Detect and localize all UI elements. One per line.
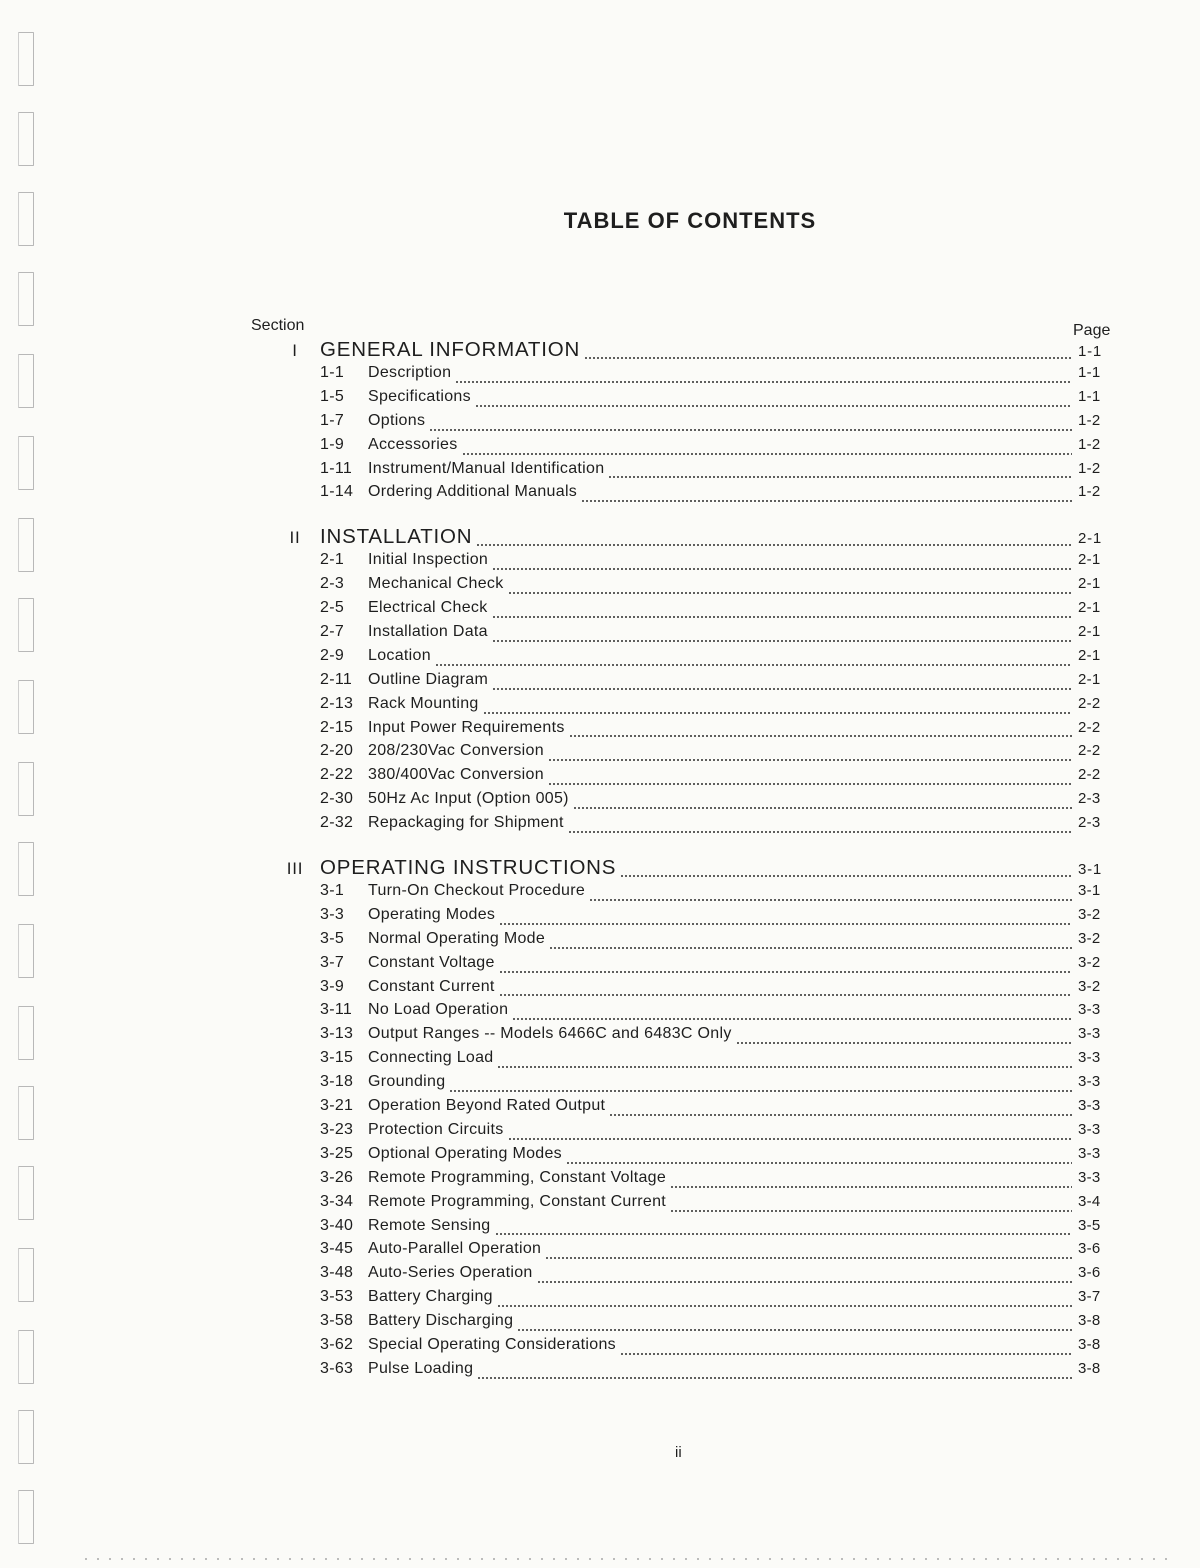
dot-leader: [492, 688, 1072, 690]
entry-label: Repackaging for Shipment: [368, 814, 564, 832]
dot-leader: [499, 994, 1072, 996]
paragraph-number: 3-13: [320, 1025, 354, 1043]
page-ref: 3-8: [1078, 1312, 1101, 1330]
page-ref: 3-2: [1078, 929, 1101, 947]
toc-entry[interactable]: [270, 1288, 1110, 1312]
entry-label: Mechanical Check: [368, 575, 504, 593]
binder-hole: [18, 1166, 34, 1220]
dot-leader: [549, 947, 1072, 949]
entry-label: Outline Diagram: [368, 670, 489, 688]
page-ref: 3-6: [1078, 1240, 1101, 1258]
page-ref: 2-2: [1078, 766, 1101, 784]
paragraph-number: 3-1: [320, 882, 345, 900]
toc-entry[interactable]: [270, 1193, 1110, 1217]
page-ref: 3-3: [1078, 1144, 1101, 1162]
page-ref: 1-2: [1078, 435, 1101, 453]
binder-hole: [18, 598, 34, 652]
toc-entry[interactable]: [270, 412, 1110, 436]
paragraph-number: 3-3: [320, 905, 345, 923]
paragraph-number: 3-15: [320, 1049, 354, 1067]
toc-entry[interactable]: [270, 483, 1110, 507]
dot-leader: [512, 1018, 1072, 1020]
entry-label: Turn-On Checkout Procedure: [368, 882, 586, 900]
dot-leader: [495, 1233, 1073, 1235]
entry-label: Connecting Load: [368, 1049, 494, 1067]
binder-hole: [18, 842, 34, 896]
toc-entry[interactable]: [270, 790, 1110, 814]
paragraph-number: 3-18: [320, 1073, 354, 1091]
page-ref: 3-5: [1078, 1216, 1101, 1234]
paragraph-number: 1-5: [320, 387, 345, 405]
binder-hole: [18, 680, 34, 734]
toc-section: [270, 856, 1110, 1384]
page-ref: 3-3: [1078, 1025, 1101, 1043]
dot-leader: [429, 429, 1072, 431]
entry-label: Constant Current: [368, 977, 495, 995]
paragraph-number: 1-9: [320, 435, 345, 453]
entry-label: Electrical Check: [368, 599, 488, 617]
toc-entry[interactable]: [270, 954, 1110, 978]
binder-hole: [18, 924, 34, 978]
entry-label: Special Operating Considerations: [368, 1335, 616, 1353]
entry-label: Options: [368, 411, 426, 429]
paragraph-number: 3-7: [320, 953, 345, 971]
entry-label: Pulse Loading: [368, 1359, 474, 1377]
toc-entry[interactable]: [270, 766, 1110, 790]
paragraph-number: 2-20: [320, 742, 354, 760]
paragraph-number: 2-15: [320, 718, 354, 736]
dot-leader: [537, 1281, 1072, 1283]
toc-entry[interactable]: [270, 1169, 1110, 1193]
paragraph-number: 2-9: [320, 646, 345, 664]
binder-hole: [18, 272, 34, 326]
dot-leader: [620, 875, 1072, 877]
dot-leader: [670, 1186, 1072, 1188]
page-ref: 3-2: [1078, 977, 1101, 995]
page-ref: 3-3: [1078, 1049, 1101, 1067]
entry-label: Constant Voltage: [368, 953, 495, 971]
toc-entry[interactable]: [270, 1049, 1110, 1073]
dot-leader: [508, 1138, 1072, 1140]
binder-hole: [18, 436, 34, 490]
dot-leader: [508, 592, 1072, 594]
entry-label: 208/230Vac Conversion: [368, 742, 544, 760]
dot-leader: [449, 1090, 1072, 1092]
entry-label: Remote Programming, Constant Voltage: [368, 1168, 667, 1186]
dot-leader: [548, 783, 1072, 785]
binder-hole: [18, 1490, 34, 1544]
dot-leader: [548, 759, 1072, 761]
page-ref: 3-2: [1078, 905, 1101, 923]
paragraph-number: 1-14: [320, 483, 354, 501]
page-ref: 3-6: [1078, 1264, 1101, 1282]
dot-leader: [581, 500, 1072, 502]
toc-entry[interactable]: [270, 1264, 1110, 1288]
entry-label: Protection Circuits: [368, 1120, 504, 1138]
page-ref: 2-1: [1078, 670, 1101, 688]
dot-leader: [568, 831, 1072, 833]
toc-entry[interactable]: [270, 1312, 1110, 1336]
entry-label: Grounding: [368, 1073, 446, 1091]
page-ref: 3-8: [1078, 1335, 1101, 1353]
dot-leader: [435, 664, 1072, 666]
dot-leader: [492, 568, 1072, 570]
paragraph-number: 2-32: [320, 814, 354, 832]
entry-label: 50Hz Ac Input (Option 005): [368, 790, 569, 808]
paragraph-number: 2-30: [320, 790, 354, 808]
table-of-contents: [270, 338, 1110, 1402]
page-ref: 2-1: [1078, 530, 1103, 548]
binder-hole: [18, 1248, 34, 1302]
page-ref: 2-1: [1078, 646, 1101, 664]
toc-entry[interactable]: [270, 1145, 1110, 1169]
binder-hole: [18, 1330, 34, 1384]
entry-label: Ordering Additional Manuals: [368, 483, 578, 501]
dot-leader: [499, 923, 1072, 925]
entry-label: Specifications: [368, 387, 471, 405]
dot-leader: [497, 1305, 1072, 1307]
dot-leader: [492, 616, 1072, 618]
paragraph-number: 2-3: [320, 575, 345, 593]
dot-leader: [462, 453, 1072, 455]
section-title: INSTALLATION: [320, 525, 473, 549]
paragraph-number: 3-26: [320, 1168, 354, 1186]
entry-label: Auto-Series Operation: [368, 1264, 533, 1282]
dot-leader: [477, 1377, 1072, 1379]
page-title: TABLE OF CONTENTS: [563, 208, 817, 233]
paragraph-number: 3-5: [320, 929, 345, 947]
paragraph-number: 3-58: [320, 1312, 354, 1330]
binder-hole: [18, 1410, 34, 1464]
section-title: GENERAL INFORMATION: [320, 338, 581, 361]
toc-entry[interactable]: [270, 623, 1110, 647]
toc-entry[interactable]: [270, 1073, 1110, 1097]
dot-leader: [492, 640, 1072, 642]
page-ref: 3-7: [1078, 1288, 1101, 1306]
paragraph-number: 3-11: [320, 1001, 353, 1019]
paragraph-number: 2-22: [320, 766, 354, 784]
entry-label: Operation Beyond Rated Output: [368, 1097, 606, 1115]
page-ref: 2-3: [1078, 814, 1101, 832]
entry-label: 380/400Vac Conversion: [368, 766, 544, 784]
toc-entry[interactable]: [270, 742, 1110, 766]
dot-leader: [573, 807, 1072, 809]
entry-label: Location: [368, 646, 431, 664]
binder-holes: [18, 20, 38, 1540]
dot-leader: [608, 476, 1072, 478]
paragraph-number: 2-5: [320, 599, 345, 617]
paragraph-number: 3-45: [320, 1240, 354, 1258]
toc-entry[interactable]: [270, 1217, 1110, 1241]
toc-entry[interactable]: [270, 814, 1110, 838]
entry-label: Instrument/Manual Identification: [368, 459, 605, 477]
entry-label: Input Power Requirements: [368, 718, 565, 736]
toc-entry[interactable]: [270, 647, 1110, 671]
paragraph-number: 3-40: [320, 1216, 354, 1234]
paragraph-number: 3-25: [320, 1144, 354, 1162]
dot-leader: [609, 1114, 1072, 1116]
entry-label: Normal Operating Mode: [368, 929, 546, 947]
entry-label: Description: [368, 364, 452, 381]
page-ref: 3-3: [1078, 1001, 1101, 1019]
section-title: OPERATING INSTRUCTIONS: [320, 856, 617, 880]
page-ref: 1-2: [1078, 459, 1101, 477]
page-column-header: Page: [1073, 322, 1111, 339]
page-ref: 2-2: [1078, 742, 1101, 760]
binder-hole: [18, 1006, 34, 1060]
entry-label: Auto-Parallel Operation: [368, 1240, 542, 1258]
page-ref: 3-3: [1078, 1120, 1101, 1138]
toc-section: [270, 338, 1110, 507]
page-ref: 2-1: [1078, 551, 1101, 569]
toc-entry[interactable]: [270, 575, 1110, 599]
paragraph-number: 2-7: [320, 623, 345, 641]
binder-hole: [18, 762, 34, 816]
page-ref: 1-1: [1078, 343, 1103, 360]
page-ref: 2-1: [1078, 599, 1101, 617]
paragraph-number: 1-1: [320, 364, 345, 381]
paragraph-number: 3-63: [320, 1359, 354, 1377]
paragraph-number: 3-48: [320, 1264, 354, 1282]
toc-entry[interactable]: [270, 1097, 1110, 1121]
paragraph-number: 1-7: [320, 411, 345, 429]
dot-leader: [589, 899, 1072, 901]
toc-entry[interactable]: [270, 364, 1110, 388]
paragraph-number: 3-21: [320, 1097, 354, 1115]
toc-entry[interactable]: [270, 930, 1110, 954]
page-ref: 1-1: [1078, 387, 1101, 405]
paragraph-number: 3-9: [320, 977, 345, 995]
binder-hole: [18, 1086, 34, 1140]
page-ref: 2-3: [1078, 790, 1101, 808]
toc-entry[interactable]: [270, 978, 1110, 1002]
toc-section-heading[interactable]: [270, 525, 1110, 551]
entry-label: No Load Operation: [368, 1001, 509, 1019]
binder-hole: [18, 354, 34, 408]
toc-entry[interactable]: [270, 1025, 1110, 1049]
entry-label: Rack Mounting: [368, 694, 479, 712]
dot-leader: [475, 405, 1072, 407]
dot-leader: [545, 1257, 1072, 1259]
page-ref: 2-1: [1078, 623, 1101, 641]
toc-entry[interactable]: [270, 671, 1110, 695]
dot-leader: [620, 1353, 1072, 1355]
page-edge-dots: [80, 1558, 1170, 1560]
paragraph-number: 1-11: [320, 459, 353, 477]
toc-entry[interactable]: [270, 1001, 1110, 1025]
page-ref: 2-2: [1078, 694, 1101, 712]
section-numeral: II: [289, 528, 301, 548]
entry-label: Installation Data: [368, 623, 488, 641]
entry-label: Remote Sensing: [368, 1216, 491, 1234]
dot-leader: [670, 1210, 1072, 1212]
toc-entry[interactable]: [270, 460, 1110, 484]
entry-label: Operating Modes: [368, 905, 496, 923]
page-ref: 3-1: [1078, 882, 1101, 900]
dot-leader: [499, 971, 1072, 973]
dot-leader: [569, 735, 1072, 737]
paragraph-number: 2-13: [320, 694, 354, 712]
page-ref: 1-2: [1078, 483, 1101, 501]
paragraph-number: 2-11: [320, 670, 353, 688]
dot-leader: [566, 1162, 1072, 1164]
dot-leader: [455, 381, 1072, 383]
page-ref: 1-2: [1078, 411, 1101, 429]
page-ref: 2-2: [1078, 718, 1101, 736]
entry-label: Optional Operating Modes: [368, 1144, 562, 1162]
entry-label: Accessories: [368, 435, 458, 453]
entry-label: Output Ranges -- Models 6466C and 6483C Only: [368, 1025, 732, 1043]
page-ref: 3-4: [1078, 1192, 1101, 1210]
paragraph-number: 3-34: [320, 1192, 354, 1210]
entry-label: Battery Discharging: [368, 1312, 514, 1330]
dot-leader: [736, 1042, 1072, 1044]
binder-hole: [18, 112, 34, 166]
page-ref: 3-3: [1078, 1168, 1101, 1186]
toc-entry[interactable]: [270, 436, 1110, 460]
paragraph-number: 3-53: [320, 1288, 354, 1306]
paragraph-number: 2-1: [320, 551, 345, 569]
toc-entry[interactable]: [270, 1360, 1110, 1384]
page-ref: 1-1: [1078, 364, 1101, 381]
paragraph-number: 3-62: [320, 1335, 354, 1353]
toc-section-heading[interactable]: [270, 338, 1110, 364]
toc-entry[interactable]: [270, 882, 1110, 906]
toc-entry[interactable]: [270, 1336, 1110, 1360]
toc-entry[interactable]: [270, 1240, 1110, 1264]
entry-label: Battery Charging: [368, 1288, 493, 1306]
dot-leader: [483, 712, 1072, 714]
toc-section: [270, 525, 1110, 838]
toc-entry[interactable]: [270, 906, 1110, 930]
toc-entry[interactable]: [270, 388, 1110, 412]
page-ref: 3-2: [1078, 953, 1101, 971]
section-numeral: I: [292, 341, 298, 360]
toc-entry[interactable]: [270, 599, 1110, 623]
toc-entry[interactable]: [270, 1121, 1110, 1145]
binder-hole: [18, 32, 34, 86]
entry-label: Initial Inspection: [368, 551, 489, 569]
toc-entry[interactable]: [270, 695, 1110, 719]
dot-leader: [584, 357, 1072, 359]
entry-label: Remote Programming, Constant Current: [368, 1192, 667, 1210]
page-number: ii: [675, 1444, 682, 1461]
toc-entry[interactable]: [270, 551, 1110, 575]
page-ref: 3-1: [1078, 861, 1103, 879]
dot-leader: [497, 1066, 1072, 1068]
dot-leader: [517, 1329, 1072, 1331]
toc-section-heading[interactable]: [270, 856, 1110, 882]
dot-leader: [476, 544, 1072, 546]
section-numeral: III: [286, 859, 304, 879]
page-ref: 3-3: [1078, 1097, 1101, 1115]
binder-hole: [18, 518, 34, 572]
page-ref: 2-1: [1078, 575, 1101, 593]
page-ref: 3-3: [1078, 1073, 1101, 1091]
page-ref: 3-8: [1078, 1359, 1101, 1377]
section-column-header: Section: [251, 317, 305, 334]
toc-entry[interactable]: [270, 719, 1110, 743]
paragraph-number: 3-23: [320, 1120, 354, 1138]
